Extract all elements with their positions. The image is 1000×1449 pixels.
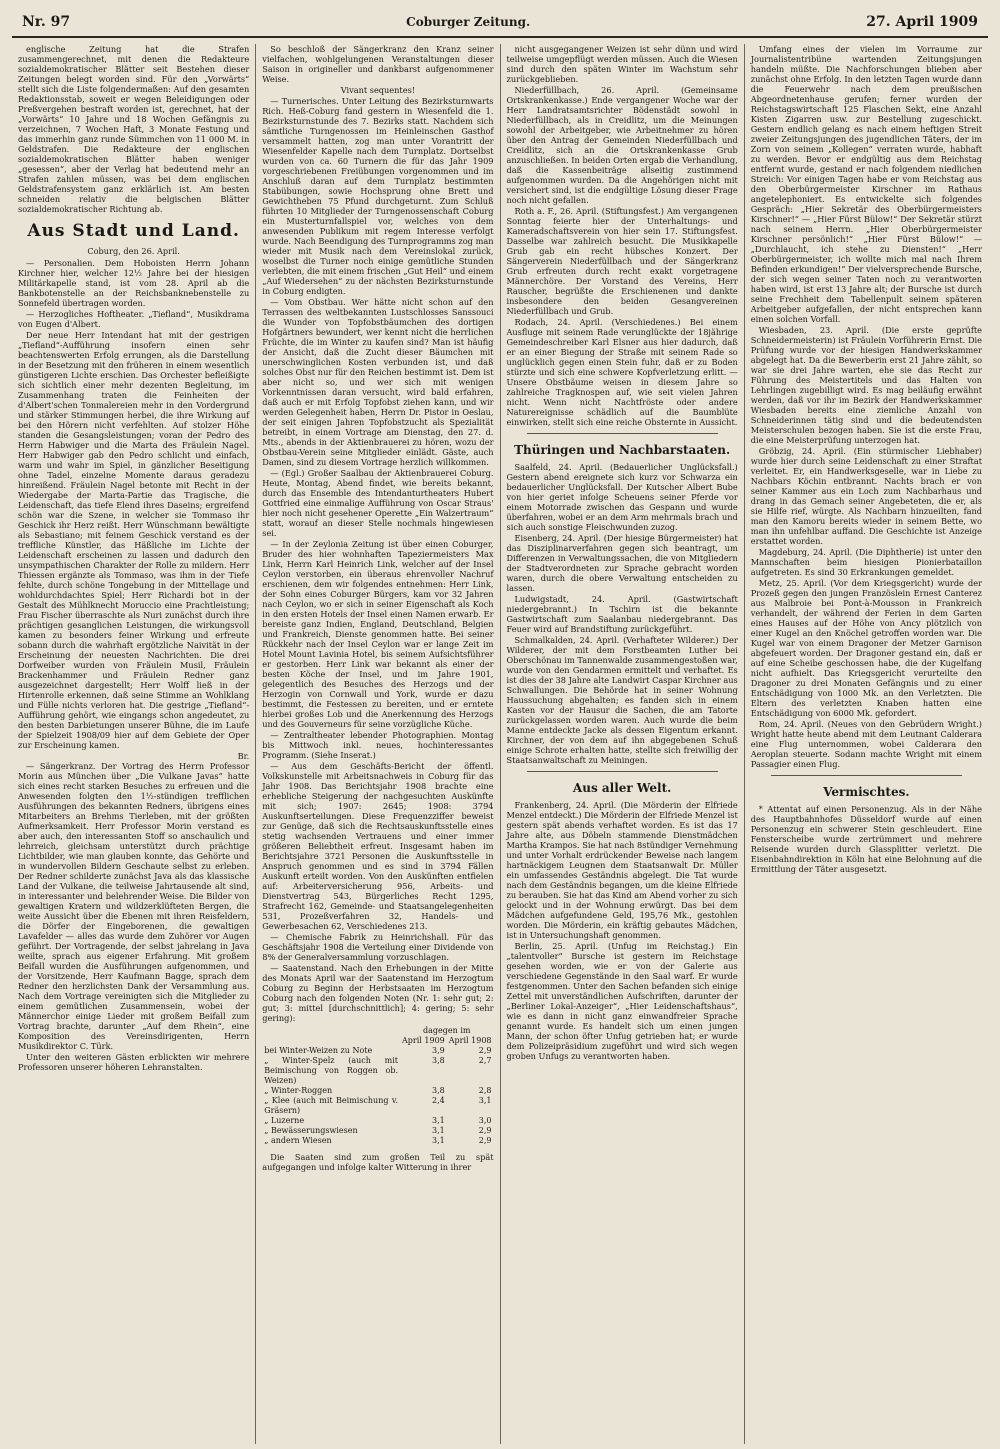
article-saatenstand: — Saatenstand. Nach den Erhebungen in der Mitte des Monats April war der Saatenstand im Herzogtum Coburg zu Beginn der Herbstsaaten im Herzogtum Coburg nach den folgenden Noten (Nr. 1: sehr gut; 2: gut; 3: mittel [durchschnittlich]; 4: gering; 5: sehr gering): bbox=[262, 963, 494, 1023]
article-frankenberg: Frankenberg, 24. April. (Die Mörderin der Elfriede Menzel entdeckt.) Die Mörderin der Elfriede Menzel ist gestern spät abends verhaftet worden. Es ist das 17 Jahre alte, aus Döbeln stammende Dienstmädchen Martha Krampos. Sie hat nach 8stündiger Vernehmung und unter Vorhalt erdrückender Beweise nach langem hartnäckigem Leugnen dem Staatsanwalt Dr. Müller ein umfassendes Geständnis abgelegt. Die Tat wurde nach dem Geständnis begangen, um die kleine Elfriede zu berauben. Sie hat das Kind am Abend vorher zu sich gelockt und in der Wohnung erwürgt. Das bei dem Mädchen aufgefundene Geld, 195,76 Mk., gestohlen worden. Die Mörderin, ein kräftig gebautes Mädchen, ist in Untersuchungshaft genommen. bbox=[506, 800, 738, 940]
article-metz: Metz, 25. April. (Vor dem Kriegsgericht) wurde der Prozeß gegen den jungen Französlein Ernest Canterez aus Malbroie bei Pont-à-Mousson in Frankreich verhandelt, der während der Ferien in dem Garten eines Hauses auf der Höhe von Ancy plötzlich von einer Kugel an den Knöchel getroffen worden war. Die Kugel war von einem Dragoner der Metzer Garnison abgefeuert worden. Der Dragoner gestand ein, daß er auf eine Scheibe geschossen habe, die der Kugelfang nicht aufhielt. Das Kriegsgericht verurteilte den Dragoner zu drei Monaten Gefängnis und zu einer Entschädigung von 1000 Mk. an den Verletzten. Die Eltern des verletzten Knaben hatten eine Entschädigung von 6000 Mk. gefordert. bbox=[750, 578, 982, 718]
article-schmalkalden: Schmalkalden, 24. April. (Verhafteter Wilderer.) Der Wilderer, der mit dem Forstbeamten Luther bei Oberschönau im Tannenwalde zusammengestoßen war, wurde von den Gendarmen ermittelt und verhaftet. Es ist dies der 38 Jahre alte Landwirt Caspar Kirchner aus Schwallungen. Die Behörde hat in seiner Wohnung Haussuchung abgehalten; es fanden sich in einem Kasten vor der Hausur die Sachen, die am Tatorte zurückgelassen worden waren. Auch wurde die beim Manne entdeckte Jacke als dessen Eigentum erkannt. Kirchner, der von dem auf ihn abgegebenen Schuß einige Schrote erhalten hatte, stellte sich freiwillig der Staatsanwaltschaft zu Meiningen. bbox=[506, 635, 738, 765]
divider bbox=[771, 775, 962, 776]
article-obstbau: — Vom Obstbau. Wer hätte nicht schon auf den Terrassen des weltbekannten Lustschlosses Sanssouci die Wunder von Topfobstbäumchen des dortigen Hofgärtners bewundert, wer kennt nicht die herrlichen Früchte, die im Winter zu kaufen sind? Man ist häufig der Ansicht, daß die Zucht dieser Bäumchen mit unerschwinglichen Kosten verbunden ist, und daß solches Obst nur für den Reichen bestimmt ist. Dem ist aber nicht so, und wer sich mit wenigen Vorkenntnissen daran versucht, wird bald erfahren, daß auch er mit Erfolg Topfobst ziehen kann, und wir werden Gelegenheit haben, Herrn Dr. Pistor in Oeslau, der seit einigen Jahren Topfobstzucht als Spezialität betreibt, in einem Vortrage am Dienstag, den 27. d. Mts., abends in der Aktienbrauerei zu hören, wozu der Obstbau-Verein seine Mitglieder einlädt. Gäste, auch Damen, sind zu diesem Vortrage herzlich willkommen. bbox=[262, 297, 494, 467]
column-1 bbox=[12, 44, 255, 1444]
table-row: „ Winter-Spelz (auch mit Beimischung von Roggen ob. Weizen) 3,8 2,7 bbox=[264, 1056, 492, 1085]
column-3 bbox=[500, 44, 744, 1444]
table-header-row: dagegen im bbox=[423, 1026, 471, 1035]
column-4 bbox=[744, 44, 988, 1444]
article-text: Umfang eines der vielen im Vorraume zur Journalistentribüne wartenden Zeitungsjungen handeln müßte. Die Nachforschungen blieben aber zunächst ohne Erfolg. In den letzten Tagen wurde dann die Feuerwehr nach dem preußischen Abgeordnetenhause gerufen; ferner wurden der Reichstagswirtschaft 125 Flaschen Sekt, eine Anzahl Kisten Zigarren usw. zur Bestellung zugeschickt. Gestern endlich gelang es nach einem heftigen Streit zweier Zeitungsjungen des jugendlichen Täters, der im Zorn von seinem „Kollegen“ verraten wurde, habhaft zu werden. Bevor er endgültig aus dem Reichstag entfernt wurde, gestand er nach folgendem niedlichen Streich: Vor einigen Tagen habe er vom Reichstag aus den Oberbürgermeister Kirschner im Rathaus angetelephoniert. Es entwickelte sich folgendes Gespräch: „Hier Sekretär des Oberbürgermeisters Kirschner!“ — „Hier Fürst Bülow!“ Der Sekretär stürzt nach seinem Herrn. „Hier Oberbürgermeister Kirschner persönlich!“ „Hier Fürst Bülow!“ — „Durchlaucht, ich stehe zu Diensten!“ „Herr Oberbürgermeister, ich wollte mich mal nach Ihrem Befinden erkundigen!“ Der vielversprechende Bursche, der sich wegen seiner Taten noch zu verantworten haben wird, ist erst 13 Jahre alt; der Bursche ist durch seine Frechheit dem Tabellenpult seinem späteren Arbeitgeber aufgefallen, der nicht entsprechen kann einen solchen Vorfall. bbox=[750, 44, 982, 324]
table-header-row: April 1909 April 1908 bbox=[402, 1036, 492, 1045]
article-volkskunstelle: — Aus dem Geschäfts-Bericht der öffentl. Volkskunstelle mit Arbeitsnachweis in Coburg für das Jahr 1908. Das Berichtsjahr 1908 brachte eine erhebliche Steigerung der nachgesuchten Auskünfte mit sich; 1907: 2645; 1908: 3794 Auskunftserteilungen. Diese Frequenzziffer beweist zur Genüge, daß sich die Rechtsauskunftsstelle eines stetig wachsenden Vertrauens und einer immer größeren Beliebtheit erfreut. Insgesamt haben im Berichtsjahre 3721 Personen die Auskunftsstelle in Anspruch genommen und es sind in 3794 Fällen Auskunft erteilt worden. Von den Auskünften entfielen auf: Arbeiterversicherung 956, Arbeits- und Dienstvertrag 543, Bürgerliches Recht 1295, Strafrecht 162, Gemeinde- und Staatsangelegenheiten 531, Prozeßverfahren 32, Handels- und Gewerbesachen 62, Verschiedenes 213. bbox=[262, 761, 494, 931]
article-personalien: — Personalien. Dem Hoboisten Herrn Johann Kirchner hier, welcher 12½ Jahre bei der hiesigen Militärkapelle stand, ist vom 28. April ab die Bankbotenstelle an der Reichsbanknebenstelle zu Sonnefeld übertragen worden. bbox=[18, 258, 250, 308]
article-rodach: Rodach, 24. April. (Verschiedenes.) Bei einem Ausfluge mit seinem Rade verunglückte der 18jährige Gemeindeschreiber Karl Elsner aus hier dadurch, daß er an einer Biegung der Straße mit seinem Rade so unglücklich gegen einen Stein fuhr, daß er zu Boden stürzte und sich eine schwere Kopfverletzung erlitt. — Unsere Obstbäume weisen in diesem Jahre so zahlreiche Tragknospen auf, wie seit vielen Jahren nicht. Wenn nicht Nachtfröste oder andere Naturereignisse schädlich auf die Baumblüte einwirken, stellt sich eine reiche Obsternte in Aussicht. bbox=[506, 317, 738, 427]
issue-date: 27. April 1909 bbox=[866, 14, 978, 30]
table-row: „ Luzerne 3,1 3,0 bbox=[264, 1116, 492, 1125]
table-row: bei Winter-Weizen zu Note 3,9 2,9 bbox=[264, 1046, 492, 1055]
table-row: „ Winter-Roggen 3,8 2,8 bbox=[264, 1086, 492, 1095]
article-rom: Rom, 24. April. (Neues von den Gebrüdern Wright.) Wright hatte heute abend mit dem Leutnant Calderara eine Flug unternommen, wobei Calderara den Aeroplan steuerte. Sodann machte Wright mit einem Passagier einen Flug. bbox=[750, 719, 982, 769]
section-heading-thueringen: Thüringen und Nachbarstaaten. bbox=[514, 443, 731, 457]
article-berlin: Berlin, 25. April. (Unfug im Reichstag.) Ein „talentvoller“ Bursche ist gestern im Reichstage gesehen worden, wie er von der Galerie aus verschiedene Gegenstände in den Saal warf. Er wurde festgenommen. Unter den Sachen befanden sich einige Zettel mit unverständlichen Aufschriften, darunter der „Berliner Lokal-Anzeiger“, „Hier Leidenschaftshaus“, wie es dann in nicht ganz einwandfreier Sprache genannt wurde. Es handelt sich um einen jungen Mann, der schon öfter Unfug getrieben hat; er wurde dem Polizeipräsidium zugeführt und wird sich wegen groben Unfugs zu verantworten haben. bbox=[506, 941, 738, 1061]
article-text: Unter den weiteren Gästen erblickten wir mehrere Professoren unserer höheren Lehranstalten. bbox=[18, 1052, 250, 1072]
dateline: Coburg, den 26. April. bbox=[87, 246, 180, 256]
article-groebzig: Gröbzig, 24. April. (Ein stürmischer Liebhaber) wurde hier durch seine Leidenschaft zu einer Straftat verleitet. Er, ein Handwerksgeselle, war in Liebe zu Nachbars Köchin entbrannt. Nachts brach er von seiner Kammer aus ein Loch zum Nachbarhaus und drang in das Gemach seiner Angebeteten, die er, als sie Hilfe rief, würgte. Als Nachbarn hinzueilten, fand man den Kamoru bereits wieder in seinem Bette, wo man ihn unfehlbar auffand. Die Geschichte ist Anzeige erstattet worden. bbox=[750, 446, 982, 546]
article-eisenberg: Eisenberg, 24. April. (Der hiesige Bürgermeister) hat das Disziplinarverfahren gegen sich beantragt, um Differenzen in Verwaltungssachen, die von Mitgliedern der Stadtverordneten zur Sprache gebracht worden waren, durch die obere Verwaltung entscheiden zu lassen. bbox=[506, 533, 738, 593]
saatenstand-table bbox=[262, 1026, 493, 1146]
article-saalbau: — (Egl.) Großer Saalbau der Aktienbrauerei Coburg. Heute, Montag, Abend findet, wie bereits bekannt, durch das Ensemble des Intendanturtheaters Hubert Gottfried eine einmalige Aufführung von Oscar Straus' hier noch nicht gesehener Operette „Ein Walzertraum“ statt, worauf an dieser Stelle nochmals hingewiesen sei. bbox=[262, 468, 494, 538]
table-row: „ Klee (auch mit Beimischung v. Gräsern) 2,4 3,1 bbox=[264, 1096, 492, 1115]
table-row: „ andern Wiesen 3,1 2,9 bbox=[264, 1136, 492, 1145]
paper-title: Coburger Zeitung. bbox=[406, 15, 531, 29]
article-zentraltheater: — Zentraltheater lebender Photographien. Montag bis Mittwoch inkl. neues, hochinteressantes Programm. (Siehe Inserat.) bbox=[262, 730, 494, 760]
article-text: englische Zeitung hat die Strafen zusammengerechnet, mit denen die Redakteure sozialdemokratischer Blätter seit Bestehen dieser Zeitungen belegt worden sind. Für den „Vorwärts“ stellt sich die Liste folgendermaßen: Auf den gesamten Redaktionsstab, soweit er wegen Beleidigungen oder Preßvergehen bestraft worden ist, gerechnet, hat der „Vorwärts“ 10 Jahre und 18 Wochen Gefängnis zu verzeichnen, 7 Wochen Haft, 3 Monate Festung und das immerhin ganz runde Sümmchen von 11 000 M. in Geldstrafen. Die Redakteure der englischen sozialdemokratischen Blätter haben weniger „gesessen“, aber der Verlag hat bedeutend mehr an Strafen zahlen müssen, was bei dem englischen Geldstrafensystem ganz erklärlich ist. Am besten schneiden relativ die belgischen Blätter sozialdemokratischer Richtung ab. bbox=[18, 44, 250, 214]
article-roth: Roth a. F., 26. April. (Stiftungsfest.) Am vergangenen Sonntag feierte hier der Unterhaltungs- und Kameradschaftsverein von hier sein 17. Stiftungsfest. Dasselbe war zahlreich besucht. Die Musikkapelle Grub gab ein recht hübsches Konzert. Der Sängerverein Niederfüllbach und der Sängerkranz Grub erfreuten durch recht exakt vorgetragene Männerchöre. Der Vorstand des Vereins, Herr Rauscher, begrüßte die Erschienenen und dankte insbesondere den beiden Gesangvereinen Niederfüllbach und Grub. bbox=[506, 206, 738, 316]
signature: Br. bbox=[237, 751, 250, 761]
article-text: Die Saaten sind zum großen Teil zu spät aufgegangen und infolge kalter Witterung in ihrer bbox=[262, 1152, 494, 1172]
article-zeylonia: — In der Zeylonia Zeitung ist über einen Coburger, Bruder des hier wohnhaften Tapeziermeisters Max Link, Herrn Karl Heinrich Link, welcher auf der Insel Ceylon verstorben, ein überaus ehrenvoller Nachruf erschienen, dem wir folgendes entnehmen: Herr Link, der Sohn eines Coburger Bürgers, kam vor 32 Jahren nach Ceylon, wo er sich in seiner Eigenschaft als Koch in den ersten Hotels der Insel einen Namen erwarb. Er bereiste ganz Indien, England, Deutschland, Belgien und Frankreich, Dienste genommen hatte. Bei seiner Rückkehr nach der Insel Ceylon war er lange Zeit im Hotel Mount Lavinia Hotel, bis seinem Aufsichtsführer er gestorben. Herr Link war bekannt als einer der besten Köche der Insel, und im Jahre 1901, gelegentlich des Besuches des Herzogs und der Herzogin von Cornwall und York, wurde er dazu bestimmt, die Festessen zu bereiten, und er erntete hierbei großes Lob und die Anerkennung des Herzogs und des Gouverneurs für seine vorzügliche Küche. bbox=[262, 539, 494, 729]
article-ludwigstadt: Ludwigstadt, 24. April. (Gastwirtschaft niedergebrannt.) In Tschirn ist die bekannte Gastwirtschaft zum Saalanbau niedergebrannt. Das Feuer wird auf Brandstiftung zurückgeführt. bbox=[506, 594, 738, 634]
article-niederfuellbach: Niederfüllbach, 26. April. (Gemeinsame Ortskrankenkasse.) Ende vergangener Woche war der Herr Landratsamtsrichter Bödenstädt sowohl in Niederfüllbach, als in Creidlitz, um die Meinungen sowohl der Arbeitgeber, wie Arbeitnehmer zu hören über den Antrag der Gemeinden Niederfüllbach und Creidlitz, sich an die Ortskrankenkasse Grub anzuschließen. In beiden Orten ergab die Verhandlung, daß die Kassenbeiträge allseitig zustimmend aufgenommen wurden. Da die Angehörigen nicht mit versichert sind, ist die endgültige Lösung dieser Frage noch nicht gefallen. bbox=[506, 85, 738, 205]
article-attentat: * Attentat auf einen Personenzug. Als in der Nähe des Hauptbahnhofes Düsseldorf wurde auf einen Personenzug ein schwerer Stein geschleudert. Eine Fensterscheibe wurde zertrümmert und mehrere Reisende wurden durch Glassplitter verletzt. Die Eisenbahndirektion in Köln hat eine Belohnung auf die Ermittlung der Täter ausgesetzt. bbox=[750, 804, 982, 874]
article-hoftheater-title: — Herzogliches Hoftheater. „Tiefland“, Musikdrama von Eugen d'Albert. bbox=[18, 309, 250, 329]
article-text: So beschloß der Sängerkranz den Kranz seiner vielfachen, wohlgelungenen Veranstaltungen dieser Saison in origineller und dankbarst aufgenommener Weise. bbox=[262, 44, 494, 84]
article-magdeburg: Magdeburg, 24. April. (Die Diphtherie) ist unter den Mannschaften beim hiesigen Pionierbataillon aufgetreten. Es sind 30 Erkrankungen gemeldet. bbox=[750, 547, 982, 577]
masthead bbox=[12, 14, 988, 38]
motto: Vivant sequentes! bbox=[340, 85, 416, 95]
article-hoftheater: Der neue Herr Intendant hat mit der gestrigen „Tiefland“-Aufführung insofern einen sehr beachtenswerten Erfolg errungen, als die Darstellung in der Besetzung mit den früheren in einem wesentlich günstigeren Lichte erschien. Das Orchester befleißigte sich sichtlich einer mehr dezenten Begleitung, im Zusammenhang traten die Feinheiten der d'Albert'schen Tonmalereien mehr in den Vordergrund und stärker Stimmungen herbei, die ihre Wirkung auf bei den Hörern nicht verfehlten. Auf stolzer Höhe standen die Gesangsleistungen; voran der Pedro des Herrn Habwiger und die Marta des Fräulein Nagel. Herr Habwiger gab den Pedro schlicht und einfach, warm und wahr im Spiel, in gänzlicher Beseitigung ohne Tadel, einzelne Momente daraus geradezu hinreißend. Fräulein Nagel betonte mit Recht in der Wiedergabe der Marta-Partie das Tragische, die Leidenschaft, das tiefe Elend ihres Daseins; ergreifend schön war die Szene, in welcher sie Tommaso ihr Geschick ihr Herz reißt. Herr Wünschmann bewältigte als Sebastiano; mit feinem Geschick verstand es der treffliche Künstler, das Häßliche im Lichte der Leidenschaft erscheinen zu lassen und dadurch den unsympathischen Charakter der Rolle zu mildern. Herr Thiessen ergänzte als Tommaso, was ihm in der Tiefe fehlte, durch schöne Tongebung in der Mittellage und wohldurchdachtes Spiel; Herr Richardi bot in der Gestalt des Mühlknecht Moruccio eine Prachtleistung; Frau Fischer überraschte als Nuri zunächst durch ihre prächtigen gesanglichen Leistungen, die wirkungsvoll kamen zu besonders feiner Wirkung und erfreute sobann durch die wahrhaft ergötzliche Naivität in der Erscheinung der neuesten Nachrichten. Die drei Dorfweiber wurden von Fräulein Musil, Fräulein Brackenhammer und Fräulein Redner ganz ausgezeichnet dargestellt; Herr Wolff ließ in der Hirtenrolle erkennen, daß seine Stimme an Wohlklang und Fülle nichts verloren hat. Die gestrige „Tiefland“-Aufführung gehört, wie eingangs schon angedeutet, zu den besten Darbietungen unserer Bühne, die im Laufe der Spielzeit 1908/09 hier auf dem Gebiete der Oper zur Erscheinung kamen. bbox=[18, 330, 250, 750]
article-chemische-fabrik: — Chemische Fabrik zu Heinrichshall. Für das Geschäftsjahr 1908 die Verteilung einer Dividende von 8% der Generalversammlung vorzuschlagen. bbox=[262, 932, 494, 962]
article-text: nicht ausgegangener Weizen ist sehr dünn und wird teilweise umgepflügt werden müssen. Auch die Wiesen sind durch den späten Winter im Wachstum sehr zurückgeblieben. bbox=[506, 44, 738, 84]
section-heading-aus-aller-welt: Aus aller Welt. bbox=[572, 781, 672, 795]
article-saengerkranz: — Sängerkranz. Der Vortrag des Herrn Professor Morin aus München über „Die Vulkane Javas“ hatte sich eines recht starken Besuches zu erfreuen und die Anwesenden folgten den 1½-stündigen trefflichen Ausführungen des bekannten Redners, übrigens eines Mitarbeiters an Brehms Tierleben, mit der größten Aufmerksamkeit. Herr Professor Morin verstand es aber auch, den interessanten Stoff so anschaulich und lehrreich, gleichsam unterstützt durch prächtige Lichtbilder, wie man glauben konnte, das Gehörte und in wundervollen Bildern Geschaute selbst zu erleben. Der Redner schilderte zunächst Java als das klassische Land der Vulkane, die teilweise Jahrtausende alt sind, in interessanter und belehrender Weise. Die Bilder von gewaltigen Kratern und wildzerklüfteten Bergen, die weite Aussicht über die Ebenen mit ihren Reisfeldern, die Dörfer der Eingeborenen, die gewaltigen Lavafelder — alles das wurde dem Zuhörer vor Augen geführt. Der Vortragende, der selbst jahrelang in Java weilte, sprach aus eigener Erfahrung. Mit großem Beifall wurden die Ausführungen aufgenommen, und der Vorsitzende, Herr Kaufmann Bagge, sprach dem Redner den herzlichsten Dank der Versammlung aus. Nach dem Vortrage vereinigten sich die Mitglieder zu einem gemütlichen Zusammensein, wobei der Männerchor einige Lieder mit großem Beifall zum Vortrag brachte, darunter „Auf dem Rhein“, eine Komposition des Vereinsdirigenten, Herrn Musikdirektor C. Türk. bbox=[18, 761, 250, 1051]
section-heading-vermischtes: Vermischtes. bbox=[823, 785, 910, 799]
issue-number: Nr. 97 bbox=[22, 14, 71, 30]
columns bbox=[12, 44, 988, 1444]
section-heading-stadt-land: Aus Stadt und Land. bbox=[27, 221, 240, 241]
divider bbox=[527, 433, 718, 434]
article-wiesbaden: Wiesbaden, 23. April. (Die erste geprüfte Schneidermeisterin) ist Fräulein Vorführerin Ernst. Die Prüfung wurde vor der hiesigen Handwerkskammer abgelegt hat. Da die Bewerberin erst 21 Jahre zählt, so war sie drei Jahre warten, ehe sie das Recht zur Führung des Meistertitels und das Halten von Lehrlingen zugebilligt wird. Es mag beiläufig erwähnt werden, daß vor ihr im Bezirk der Handwerkskammer Wiesbaden bereits eine ziemliche Anzahl von Schneiderinnen tätig sind und die bedeutendsten Meisterschulen bezogen haben. Sie ist die erste Frau, die eine Meisterprüfung unterzogen hat. bbox=[750, 325, 982, 445]
article-saalfeld: Saalfeld, 24. April. (Bedauerlicher Unglücksfall.) Gestern abend ereignete sich kurz vor Schwarza ein bedauerlicher Unglücksfall. Der Kutscher Albert Bube von hier geriet infolge Scheuens seiner Pferde vor einem Motorrade zwischen das Gespann und wurde überfahren, wobei er an dem Arm mehrmals brach und sich auch sonstige Fleischwunden zuzog. bbox=[506, 462, 738, 532]
divider bbox=[527, 771, 718, 772]
column-2 bbox=[255, 44, 499, 1444]
article-turnerisches: — Turnerisches. Unter Leitung des Bezirksturnwarts Rich. Heß-Coburg fand gestern in Wiesenfeld die 1. Bezirksturnstunde des 7. Bezirks statt. Nachdem sich sämtliche Turngenossen im Heinleinschen Gasthof versammelt hatten, zog man unter Vorantritt der Wiesenfelder Kapelle nach dem Turnplatz. Dortselbst wurden von ca. 60 Turnern die für das Jahr 1909 vorgeschriebenen Freiübungen vorgenommen und im Anschluß daran auf dem Turnplatz bestimmten Stabübungen, sowie Hochsprung ohne Brett und Gewichtheben 75 Pfund durchgeturnt. Zum Schluß führten 10 Mitglieder der Turngenossenschaft Coburg ein Musterturnfallspiel vor, welches von dem anwesenden Publikum mit regem Interesse verfolgt wurde. Nach Beendigung des Turnprogramms zog man wieder mit Musik nach dem Vereinslokal zurück, woselbst die Turner noch einige gemütliche Stunden verlebten, die mit einem frischen „Gut Heil“ und einem „Auf Wiedersehen“ zu der nächsten Bezirksturnstunde in Coburg endigten. bbox=[262, 96, 494, 296]
table-row: „ Bewässerungswiesen 3,1 2,9 bbox=[264, 1126, 492, 1135]
